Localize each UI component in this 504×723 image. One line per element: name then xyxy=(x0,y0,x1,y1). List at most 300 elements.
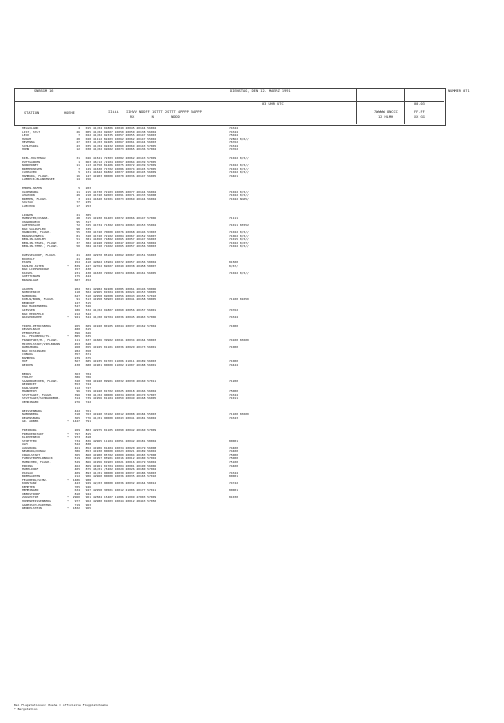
station-height: 37 xyxy=(76,240,80,245)
station-name: DUESSELDORF, FLUGH. xyxy=(22,254,57,258)
extra-code: 71062 8/5// xyxy=(229,234,249,238)
synop-code: 41930 01403 10072 20066 40147 57006 xyxy=(93,217,157,221)
synop-code: 41650 71802 10065 20057 40147 56003 xyxy=(93,238,157,242)
station-number: 203 xyxy=(85,186,91,191)
extra-code: 71022 8/07/ xyxy=(229,241,249,245)
station-height: 11 xyxy=(76,189,80,194)
station-name: BAD SALZUFLEN xyxy=(22,227,46,231)
station-name: CUXHAVEN xyxy=(22,171,37,175)
extra-code: 80001 xyxy=(229,489,239,493)
station-height: 7 xyxy=(78,133,80,138)
station-number: 706 xyxy=(85,375,91,380)
station-row xyxy=(22,205,402,209)
mountain-marker: * xyxy=(67,263,69,268)
station-number: 335 xyxy=(85,226,91,231)
synop-code: 41/04 91806 10049 20045 40144 56004 xyxy=(93,127,157,130)
report-number: NUMMER 071 xyxy=(448,89,470,93)
mountain-marker: * xyxy=(67,506,69,511)
station-name: HUSUM xyxy=(22,137,32,141)
station-number: 315 xyxy=(85,216,91,221)
station-name: MUEHLDORF xyxy=(22,468,39,472)
station-number: 929 xyxy=(85,481,91,486)
extra-code: 71022 8/5// xyxy=(229,190,249,194)
station-name: OSNABRUECK xyxy=(22,220,41,224)
station-height: 607 xyxy=(74,277,80,282)
extra-code xyxy=(229,178,289,182)
mountain-marker: * xyxy=(67,431,69,436)
extra-code: 74762 xyxy=(229,148,239,152)
synop-code: 41740 70000 10076 20068 40146 53003 xyxy=(93,231,157,235)
station-number: 325 xyxy=(85,223,91,228)
station-name: AUGSBURG xyxy=(22,446,37,450)
station-name: KONSTANZ xyxy=(22,482,37,486)
station-number: 028 xyxy=(85,136,91,141)
station-name: LUECHOW xyxy=(22,204,35,208)
station-height: 567 xyxy=(74,359,80,364)
station-height: 443 xyxy=(74,481,80,486)
extra-code: 80001 xyxy=(229,475,239,479)
station-height: 21 xyxy=(76,212,80,217)
station-group xyxy=(22,254,402,282)
station-height: 118 xyxy=(74,290,80,295)
extra-code: 74444 xyxy=(229,363,239,367)
station-name: GR. ARBER xyxy=(22,420,39,424)
station-number: 803 xyxy=(85,428,91,433)
station-name: HOHN xyxy=(22,148,30,152)
station-name: BREMGARTEN xyxy=(22,475,41,479)
station-group xyxy=(22,214,402,249)
synop-code: 41935 01703 11006 21011 40189 56003 xyxy=(93,360,157,364)
synop-code: 42980 01003 10044 20012 48443 57050 xyxy=(93,500,157,503)
station-name: GARMISCH-PARTENK. xyxy=(22,503,53,507)
station-height: 462 xyxy=(74,463,80,468)
synop-code: 41630 71702 10086 20074 40145 57005 xyxy=(93,167,157,171)
station-name: WASSERKUPPE xyxy=(22,316,42,320)
station-height: 363 xyxy=(74,371,80,376)
station-number: 671 xyxy=(85,352,91,357)
synop-code: 42975 01105 10090 20042 40160 57009 xyxy=(93,429,157,433)
extra-code: 71011 xyxy=(229,397,239,401)
station-number: 962 xyxy=(85,499,91,503)
station-number: 015 xyxy=(85,126,91,130)
station-name: ERDING xyxy=(22,464,33,468)
station-number: 637 xyxy=(85,338,91,343)
station-height: 365 xyxy=(74,452,80,457)
synop-code: 42662 15904 10072 20057 40156 58004 xyxy=(93,261,157,265)
station-number: 427 xyxy=(85,263,91,268)
station-name: WEINBIET xyxy=(22,383,37,387)
station-height: 4 xyxy=(78,126,80,130)
station-number: 438 xyxy=(85,270,91,275)
station-number: 818 xyxy=(85,435,91,440)
station-name: MEMMINGEN xyxy=(22,489,39,493)
footnote-mountain-station: * Bergstation xyxy=(14,707,38,711)
station-name: KL. FELDBERG/TS. xyxy=(22,335,51,339)
extra-code: 74344 xyxy=(229,130,239,134)
synop-code: 42762 82607 10049 20038 40458 58007 xyxy=(93,264,157,268)
station-height: 977 xyxy=(74,499,80,503)
station-height: 461 xyxy=(74,445,80,450)
station-group xyxy=(22,429,402,511)
station-height: 973 xyxy=(74,435,80,440)
station-number: 965 xyxy=(85,506,91,511)
station-number: 727 xyxy=(85,385,91,390)
mountain-marker: * xyxy=(67,477,69,482)
station-height: 48 xyxy=(76,216,80,221)
station-number: 544 xyxy=(85,315,91,320)
station-height: 269 xyxy=(74,428,80,433)
extra-code: 74400 xyxy=(229,446,239,450)
hoehe-column-header: HOEHE xyxy=(64,111,75,115)
extra-code xyxy=(229,205,289,209)
station-height: 127 xyxy=(74,300,80,305)
station-number: 510 xyxy=(85,293,91,298)
extra-code: 74343 xyxy=(229,416,239,420)
station-number: 708 xyxy=(85,378,91,383)
station-number: 502 xyxy=(85,290,91,295)
station-number: 384 xyxy=(85,244,91,249)
station-number: 875 xyxy=(85,467,91,472)
extra-code: 75044 xyxy=(229,134,239,138)
synop-code: 42970 05104 10062 20067 40151 56003 xyxy=(93,254,157,258)
synop-code: 41/02 92607 10050 20050 40138 56004 xyxy=(93,130,157,134)
station-number: 724 xyxy=(85,382,91,387)
station-number: 253 xyxy=(85,203,91,208)
station-number: 763 xyxy=(85,412,91,417)
station-number: 655 xyxy=(85,345,91,350)
station-height: 553 xyxy=(74,382,80,387)
station-name: OBERSTDORF xyxy=(22,492,41,496)
header-divider xyxy=(14,101,444,102)
station-height: 386 xyxy=(74,375,80,380)
station-name: THOLEY xyxy=(22,376,33,380)
station-height: 81 xyxy=(76,233,80,238)
station-number: 348 xyxy=(85,233,91,238)
station-height: 17 xyxy=(76,203,80,208)
station-column-header: STATION xyxy=(24,111,40,115)
station-height: 839 xyxy=(74,263,80,268)
extra-code: 72862 8/6// xyxy=(229,137,249,141)
synop-code: 41900 05702 10009 20004 40183 57008 xyxy=(93,453,157,457)
station-name: HANNOVER, FLUGH. xyxy=(22,231,51,235)
station-row xyxy=(22,401,402,405)
station-name: BRAUNSCHWEIG xyxy=(22,234,44,238)
station-name: SAARBRUECKEN, FLUGH. xyxy=(22,379,59,383)
synop-code: 41740 72102 10084 20067 40152 56007 xyxy=(93,234,157,238)
station-height: 212 xyxy=(74,474,80,479)
station-name: FUERSTENFELDBRUCK xyxy=(22,457,53,461)
station-height: 276 xyxy=(74,399,80,404)
station-name: BERUS xyxy=(22,372,32,376)
station-number: 963 xyxy=(85,502,91,507)
station-height: 50 xyxy=(76,244,80,249)
synop-code: 41/01 90000 10043 20041 40181 56002 xyxy=(93,416,157,420)
station-name: FREUDENSTADT xyxy=(22,432,44,436)
station-number: 452 xyxy=(85,277,91,282)
station-height: 409 xyxy=(74,470,80,475)
station-number: 688 xyxy=(85,362,91,367)
synop-code: 41903 00000 10070 20036 40147 56005 xyxy=(93,174,157,178)
station-number: 046 xyxy=(85,156,91,161)
extra-code: 74400 xyxy=(229,450,239,454)
station-height: 26 xyxy=(76,129,80,134)
extra-code: 71100 81050 xyxy=(229,298,249,302)
extra-code: 76762 xyxy=(229,141,239,145)
synop-code: 41620 61501 10073 20069 40144 56004 xyxy=(93,197,157,201)
station-height: 396 xyxy=(74,392,80,397)
station-number: 515 xyxy=(85,300,91,305)
station-number: 946 xyxy=(85,484,91,489)
station-height: 365 xyxy=(74,415,80,420)
synop-code: 41734 71302 10074 20063 40153 55004 xyxy=(93,224,157,228)
station-number: 685 xyxy=(85,359,91,364)
station-number: 382 xyxy=(85,240,91,245)
station-height: 2960 xyxy=(72,495,80,500)
station-height: 453 xyxy=(74,341,80,346)
synop-code: 41630 72002 10074 20066 40161 56005 xyxy=(93,271,157,275)
station-name: MUENSTER/OSNAB. xyxy=(22,217,50,221)
station-height: 268 xyxy=(74,345,80,350)
extra-code: 71200 xyxy=(229,379,239,383)
extra-code: 75000 xyxy=(229,453,239,457)
station-number: 944 xyxy=(85,491,91,496)
code-column-2b: RX N NDDD xyxy=(130,115,180,119)
station-name: WEISSENBURG xyxy=(22,409,42,413)
station-height: 921 xyxy=(74,315,80,320)
station-group xyxy=(22,288,402,320)
station-height: 7 xyxy=(78,166,80,171)
station-height: 320 xyxy=(74,378,80,383)
extra-code: 71015 8/5// xyxy=(229,238,249,242)
station-name: LECK xyxy=(22,134,30,138)
synop-code: 41740 71602 10065 20057 40156 58003 xyxy=(93,245,157,249)
station-name: AACHEN xyxy=(22,287,33,291)
station-height: 239 xyxy=(74,355,80,360)
synop-code: 41/02 92602 10073 20065 40136 57004 xyxy=(93,148,157,152)
station-height: 212 xyxy=(74,311,80,316)
station-name: HAMBURG, FLUGH. xyxy=(22,174,50,178)
mountain-marker: * xyxy=(67,499,69,503)
station-height: 111 xyxy=(74,338,80,343)
station-row xyxy=(22,178,402,182)
synop-code: 41/02 90000 10034 20030 40170 57007 xyxy=(93,393,157,397)
mountain-marker: * xyxy=(67,334,69,339)
synop-code: 42584 15407 11086 21099 47003 57009 xyxy=(93,496,157,500)
station-name: DEUSELBACH xyxy=(22,328,41,332)
station-name: BERLIN-TEMP., FLUGH. xyxy=(22,245,59,249)
mountain-marker: * xyxy=(67,495,69,500)
station-number: 906 xyxy=(85,474,91,479)
station-name: STUTTGART, FLUGH. xyxy=(22,393,53,397)
station-number: 626 xyxy=(85,330,91,335)
synop-code: 41956 01104 10059 20049 40168 56005 xyxy=(93,397,157,401)
mountain-marker: * xyxy=(67,435,69,440)
station-height: 28 xyxy=(76,136,80,141)
extra-code: 71000 xyxy=(229,346,239,350)
extra-code: 71022 8/5// xyxy=(229,194,249,198)
extra-code: 71022 8/5// xyxy=(229,271,249,275)
station-height: 318 xyxy=(74,412,80,417)
station-number: 113 xyxy=(85,163,91,168)
station-name: OLDENBURG xyxy=(22,190,39,194)
station-height: 405 xyxy=(74,467,80,472)
station-height: 422 xyxy=(74,408,80,413)
station-name: MICHELSTADT/VIELBRUNN xyxy=(22,342,60,346)
station-name: NORDERNEY xyxy=(22,164,39,168)
extra-code: 71042 8m05/ xyxy=(229,197,249,201)
station-number: 961 xyxy=(85,495,91,500)
station-number: 156 xyxy=(85,177,91,182)
station-height: 72 xyxy=(76,223,80,228)
station-number: 215 xyxy=(85,189,91,194)
station-name: LIST, SYLT xyxy=(22,130,41,134)
station-list xyxy=(22,127,402,516)
station-name: WENDELSTEIN xyxy=(22,507,42,511)
station-height: 51 xyxy=(76,237,80,242)
station-height: 14 xyxy=(76,177,80,182)
station-name: AHLHORN xyxy=(22,194,35,198)
station-number: 218 xyxy=(85,193,91,198)
synop-code: 41961 01704 10004 20001 40190 56006 xyxy=(93,464,157,468)
synop-code: 41740 62003 10091 20071 40133 56008 xyxy=(93,194,157,198)
station-number: 791 xyxy=(85,419,91,424)
station-name: ESSEN xyxy=(22,261,32,265)
station-name: NEUBURG/DONAU xyxy=(22,450,46,454)
station-height: 357 xyxy=(74,352,80,357)
station-name: PASSAU xyxy=(22,471,33,475)
station-height: 519 xyxy=(74,456,80,461)
extra-code: 71022 8/5// xyxy=(229,171,249,175)
synop-code xyxy=(93,205,229,209)
station-number: 005 xyxy=(85,129,91,134)
station-height: 157 xyxy=(74,267,80,272)
extra-code: 74100 83600 xyxy=(229,339,249,343)
extra-code: 71111 xyxy=(229,217,239,221)
station-number: 129 xyxy=(85,166,91,171)
station-name: BAMBERG xyxy=(22,356,35,360)
synop-code: 41606 39902 10041 20034 40164 58003 xyxy=(93,339,157,343)
station-number: 853 xyxy=(85,449,91,454)
synop-code: 46/01 /5202 10029 20026 40180 57004 xyxy=(93,468,157,472)
synop-code: 41925 01101 10036 20029 40173 56001 xyxy=(93,346,157,350)
station-height: 152 xyxy=(74,260,80,265)
station-name: BENDORF xyxy=(22,301,35,305)
station-number: 501 xyxy=(85,286,91,291)
synop-code: 42965 01504 10036 20024 40153 58005 xyxy=(93,291,157,295)
extra-code: 71000 xyxy=(229,360,239,364)
station-height: 96 xyxy=(76,389,80,394)
station-height: 95 xyxy=(76,219,80,224)
station-height: 386 xyxy=(74,449,80,454)
station-height: 31 xyxy=(76,156,80,161)
station-height: 43 xyxy=(76,143,80,148)
synop-code: 42958 02008 10056 20043 40155 57010 xyxy=(93,294,157,298)
station-number: 908 xyxy=(85,477,91,482)
station-name: BERLIN-DAHLEM xyxy=(22,238,46,242)
header-frame xyxy=(14,88,446,126)
station-name: LUEBECK-BLANKENSEE xyxy=(22,178,55,182)
extra-code: 75100 xyxy=(229,460,239,464)
station-height: 734 xyxy=(74,438,80,443)
station-name: LINGEN xyxy=(22,213,33,217)
extra-code xyxy=(229,401,289,405)
synop-code: 41956 01903 10021 20016 40179 56004 xyxy=(93,460,157,464)
extra-code: 74762 xyxy=(229,309,239,312)
header-col-divider-1 xyxy=(356,88,357,124)
station-number: 615 xyxy=(85,327,91,332)
station-number: 729 xyxy=(85,389,91,394)
station-height: 1486 xyxy=(72,477,80,482)
station-number: 648 xyxy=(85,341,91,346)
station-number: 147 xyxy=(85,173,91,178)
station-name: ZUGSPITZE xyxy=(22,496,39,500)
station-name: FREIBURG xyxy=(22,429,37,433)
form-id: SNBSGM 16 xyxy=(34,89,54,93)
station-number: 338 xyxy=(85,230,91,235)
station-number: 038 xyxy=(85,147,91,152)
station-height: 805 xyxy=(74,334,80,339)
station-name: WUERZBURG xyxy=(22,346,39,350)
station-number: 609 xyxy=(85,323,91,328)
synop-code: 41948 72002 10047 20047 40154 58002 xyxy=(93,241,157,245)
synop-code xyxy=(93,507,229,511)
station-height: 265 xyxy=(74,323,80,328)
station-height: 41 xyxy=(76,253,80,258)
station-number: 033 xyxy=(85,140,91,145)
station-name: BAD KISSINGEN xyxy=(22,349,46,353)
station-height: 1 xyxy=(78,159,80,164)
extra-code: 71022 8/5// xyxy=(229,231,249,235)
code-column-3: 7WWWW 8NCCC xyxy=(374,110,398,114)
station-height: 719 xyxy=(74,502,80,507)
station-number: 400 xyxy=(85,253,91,258)
station-number: 542 xyxy=(85,311,91,316)
station-height: 522 xyxy=(74,442,80,447)
station-name: HOF xyxy=(22,360,28,364)
station-group xyxy=(22,187,402,208)
extra-code: 74344 xyxy=(229,316,239,320)
station-height: 438 xyxy=(74,362,80,367)
synop-code: 41/02 91807 10060 20056 40157 56001 xyxy=(93,309,157,312)
station-number: 406 xyxy=(85,256,91,261)
extra-code: 71100 83600 xyxy=(229,413,249,417)
station-row xyxy=(22,245,402,249)
footnote-airport-height: Bei Flugstationen: Hoehe = offizielle Flugplatzhoehe xyxy=(14,703,108,707)
extra-code: 75000 xyxy=(229,457,239,461)
station-number: 761 xyxy=(85,408,91,413)
synop-code: 46/12 /2104 10067 20064 40139 57005 xyxy=(93,160,157,164)
synop-code: 42965 11104 10051 20042 40181 58004 xyxy=(93,439,157,443)
extra-code xyxy=(229,420,289,424)
mountain-marker: * xyxy=(67,419,69,424)
station-name: MUENCHEN, FLUGH. xyxy=(22,460,51,464)
extra-code: 74344 xyxy=(229,393,239,397)
station-height: 55 xyxy=(76,230,80,235)
station-height: 202 xyxy=(74,286,80,291)
synop-code: 41940 09901 10032 20030 40160 57011 xyxy=(93,379,157,383)
synop-code: 41940 01702 10025 20018 40166 56004 xyxy=(93,390,157,394)
station-name: HELGOLAND xyxy=(22,127,39,130)
synop-code: 41/00 92704 10036 20045 48463 57006 xyxy=(93,316,157,320)
station-name: NOERVENICH xyxy=(22,291,41,295)
station-number: 532 xyxy=(85,308,91,312)
code-column-4: FF-FF xyxy=(414,110,425,114)
station-name: KLIPPENECK xyxy=(22,436,41,440)
synop-code: 41901 00000 11002 21007 40188 56001 xyxy=(93,363,157,367)
header-col-divider-2 xyxy=(404,88,405,124)
report-time: 03 UHR UTC xyxy=(262,102,284,106)
synop-code xyxy=(93,401,229,405)
